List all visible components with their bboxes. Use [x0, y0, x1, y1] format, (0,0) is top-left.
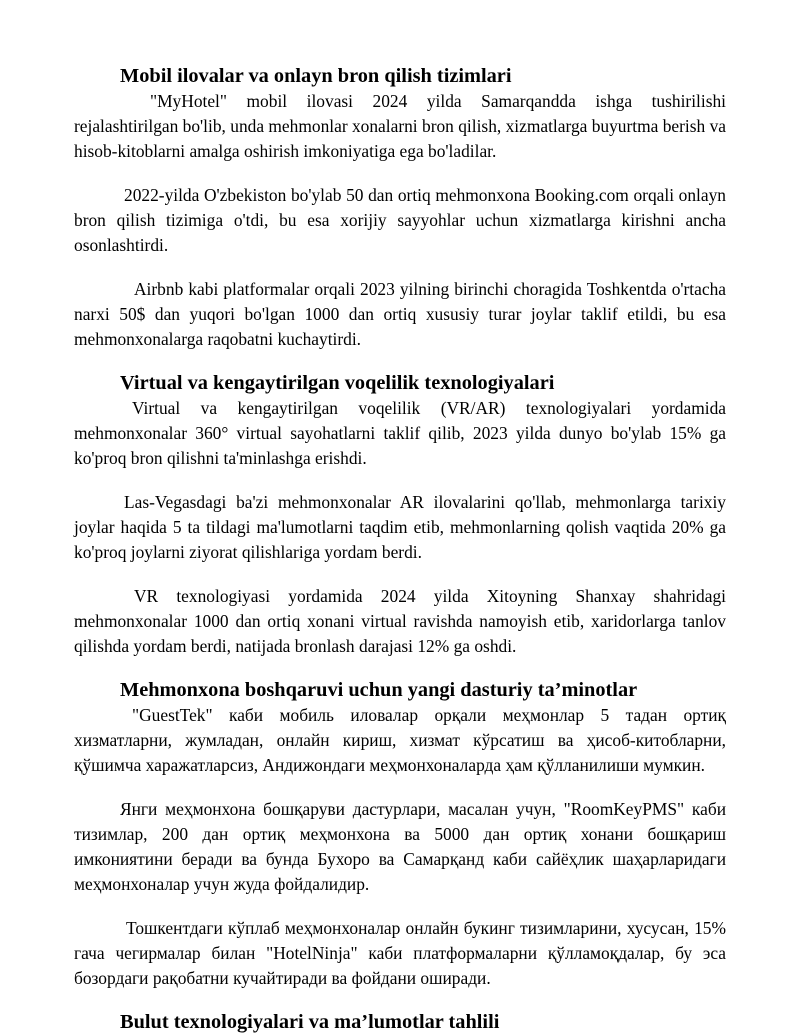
paragraph: Янги меҳмонхона бошқаруви дастурлари, масалан учун, "RoomKeyPMS" каби тизимлар, 200 дан ортиқ меҳмонхона ва 5000 дан ортиқ хонани бошқариш имкониятини беради ва бунда Бухоро ва Самарқанд каби сайёҳлик шаҳарларидаги меҳмонхоналар учун жуда фойдалидир.: [74, 799, 726, 894]
paragraph: Тошкентдаги кўплаб меҳмонхоналар онлайн букинг тизимларини, хусусан, 15% гача чегирмалар билан "HotelNinja" каби платформаларни қўлламоқдалар, бу эса бозордаги рақобатни кучайтиради ва фойдани оширади.: [74, 918, 726, 988]
paragraph: Las-Vegasdagi ba'zi mehmonxonalar AR ilovalarini qo'llab, mehmonlarga tarixiy joylar haqida 5 ta tildagi ma'lumotlarni taqdim etib, mehmonlarning qolish vaqtida 20% ga ko'proq joylarni ziyorat qilishlariga yordam berdi.: [74, 492, 726, 562]
section-heading-hotel-software: Mehmonxona boshqaruvi uchun yangi dasturiy ta’minotlar: [120, 679, 638, 701]
paragraph: 2022-yilda O'zbekiston bo'ylab 50 dan ortiq mehmonxona Booking.com orqali onlayn bron qilish tizimiga o'tdi, bu esa xorijiy sayyohlar uchun xizmatlarga kirishni ancha osonlashtirdi.: [74, 185, 726, 255]
section-heading-mobile-apps: Mobil ilovalar va onlayn bron qilish tizimlari: [120, 65, 512, 87]
section-heading-vr-ar: Virtual va kengaytirilgan voqelilik texnologiyalari: [120, 372, 555, 394]
paragraph: "MyHotel" mobil ilovasi 2024 yilda Samarqandda ishga tushirilishi rejalashtirilgan bo'lib, unda mehmonlar xonalarni bron qilish, xizmatlarga buyurtma berish va hisob-kitoblarni amalga oshirish imkoniyatiga ega bo'ladilar.: [74, 91, 726, 161]
paragraph: "GuestTek" каби мобиль иловалар орқали меҳмонлар 5 тадан ортиқ хизматларни, жумладан, онлайн кириш, хизмат кўрсатиш ва ҳисоб-китобларни, қўшимча харажатларсиз, Андижондаги меҳмонхоналарда ҳам қўлланилиши мумкин.: [74, 705, 726, 775]
paragraph: Virtual va kengaytirilgan voqelilik (VR/AR) texnologiyalari yordamida mehmonxonalar 360° virtual sayohatlarni taklif qilib, 2023 yilda dunyo bo'ylab 15% ga ko'proq bron qilishni ta'minlashga erishdi.: [74, 398, 726, 468]
section-heading-cloud: Bulut texnologiyalari va ma’lumotlar tahlili: [120, 1011, 500, 1033]
paragraph: Airbnb kabi platformalar orqali 2023 yilning birinchi choragida Toshkentda o'rtacha narxi 50$ dan yuqori bo'lgan 1000 dan ortiq xususiy turar joylar taklif etildi, bu esa mehmonxonalarga raqobatni kuchaytirdi.: [74, 279, 726, 349]
paragraph: VR texnologiyasi yordamida 2024 yilda Xitoyning Shanxay shahridagi mehmonxonalar 1000 dan ortiq xonani virtual ravishda namoyish etib, xaridorlarga tanlov qilishda yordam berdi, natijada bronlash darajasi 12% ga oshdi.: [74, 586, 726, 656]
document-page: [74, 64, 726, 1035]
